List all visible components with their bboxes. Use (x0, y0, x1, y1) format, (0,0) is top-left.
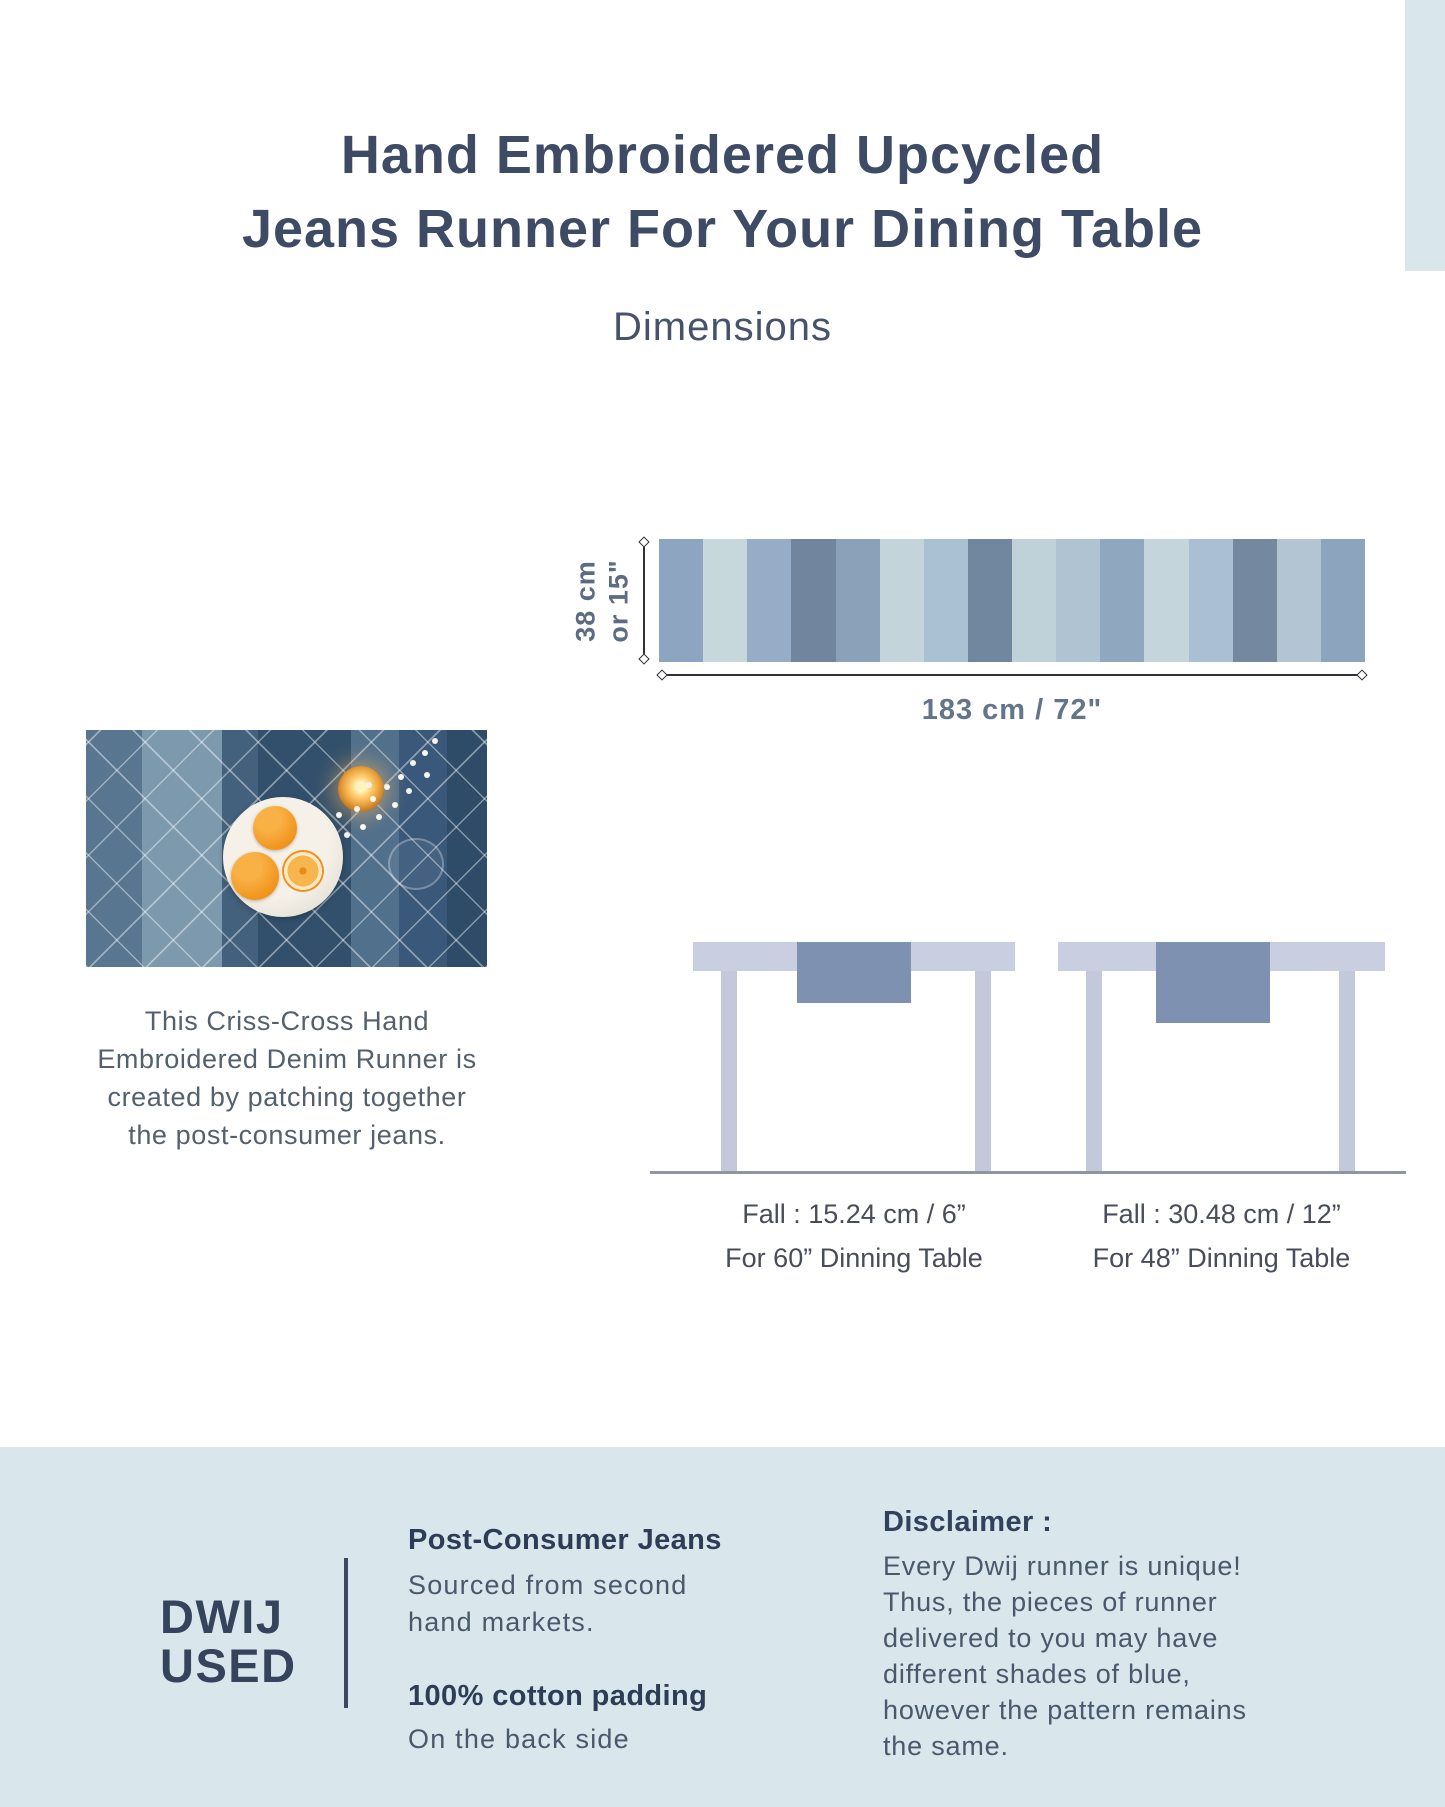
height-label-line2: or 15" (604, 558, 634, 643)
length-label: 183 cm / 72" (921, 694, 1103, 726)
denim-stripe (1012, 539, 1056, 662)
disclaimer-line: Thus, the pieces of runner (883, 1587, 1218, 1617)
table-diagram-60in (693, 942, 1015, 1173)
denim-stripe (1144, 539, 1188, 662)
floor-line (650, 1171, 1406, 1174)
length-dimension-arrow (659, 668, 1365, 682)
table-diagram-48in (1058, 942, 1385, 1173)
vertical-divider (344, 1558, 348, 1708)
disclaimer-line: delivered to you may have (883, 1623, 1219, 1653)
runner-stripe-diagram (659, 539, 1365, 662)
disclaimer-body (883, 1548, 1403, 1764)
denim-stripe (659, 539, 703, 662)
height-label-line1: 38 cm (571, 559, 601, 642)
orange-fruit (253, 806, 297, 850)
disclaimer-line: the same. (883, 1731, 1009, 1761)
page-title (0, 118, 1445, 266)
denim-stripe (1189, 539, 1233, 662)
brand-used-heading (160, 1592, 297, 1690)
denim-stripe (703, 539, 747, 662)
denim-stripe (968, 539, 1012, 662)
page-title-line2: Jeans Runner For Your Dining Table (241, 199, 1204, 259)
lit-candle (338, 766, 384, 812)
runner-fall-6in (797, 942, 911, 1003)
disclaimer-title: Disclaimer : (883, 1506, 1053, 1538)
fall-caption-48in (1038, 1192, 1405, 1280)
denim-stripe (1056, 539, 1100, 662)
denim-stripe (747, 539, 791, 662)
arrow-line (663, 674, 1361, 676)
caption-line: This Criss-Cross Hand (144, 1006, 430, 1036)
height-label (548, 539, 658, 662)
brand-line: DWIJ (160, 1590, 284, 1643)
orange-fruit (231, 852, 279, 900)
material-1-desc: hand markets. (408, 1607, 595, 1637)
table-leg (975, 971, 991, 1172)
runner-fall-12in (1156, 942, 1270, 1023)
photo-caption (46, 1002, 528, 1154)
table-leg (721, 971, 737, 1172)
table-leg (1086, 971, 1102, 1172)
babys-breath-flowers (336, 812, 342, 818)
denim-stripe (924, 539, 968, 662)
disclaimer-line: however the pattern remains (883, 1695, 1247, 1725)
disclaimer-line: Every Dwij runner is unique! (883, 1551, 1242, 1581)
table-size: For 60” Dinning Table (725, 1243, 983, 1273)
material-2-title: 100% cotton padding (408, 1680, 708, 1712)
denim-stripe (791, 539, 835, 662)
material-1-title: Post-Consumer Jeans (408, 1524, 722, 1556)
denim-stripe (1321, 539, 1365, 662)
disclaimer-line: different shades of blue, (883, 1659, 1191, 1689)
denim-stripe (1233, 539, 1277, 662)
caption-line: the post-consumer jeans. (128, 1120, 446, 1150)
page-title-line1: Hand Embroidered Upcycled (340, 125, 1105, 185)
diamond-end-icon (656, 669, 667, 680)
fall-caption-60in (673, 1192, 1035, 1280)
fall-measurement: Fall : 30.48 cm / 12” (1102, 1199, 1341, 1229)
denim-stripe (1100, 539, 1144, 662)
dimensions-heading: Dimensions (613, 305, 832, 349)
material-2-desc: On the back side (408, 1724, 630, 1754)
denim-stripe (1277, 539, 1321, 662)
table-size: For 48” Dinning Table (1092, 1243, 1351, 1273)
glass-vase (388, 838, 444, 890)
diamond-end-icon (1356, 669, 1367, 680)
caption-line: Embroidered Denim Runner is (97, 1044, 477, 1074)
fall-measurement: Fall : 15.24 cm / 6” (742, 1199, 966, 1229)
caption-line: created by patching together (107, 1082, 467, 1112)
denim-stripe (880, 539, 924, 662)
orange-half-fruit (282, 850, 324, 892)
denim-stripe (836, 539, 880, 662)
brand-line: USED (160, 1639, 297, 1692)
table-leg (1339, 971, 1355, 1172)
material-1-desc: Sourced from second (408, 1570, 688, 1600)
